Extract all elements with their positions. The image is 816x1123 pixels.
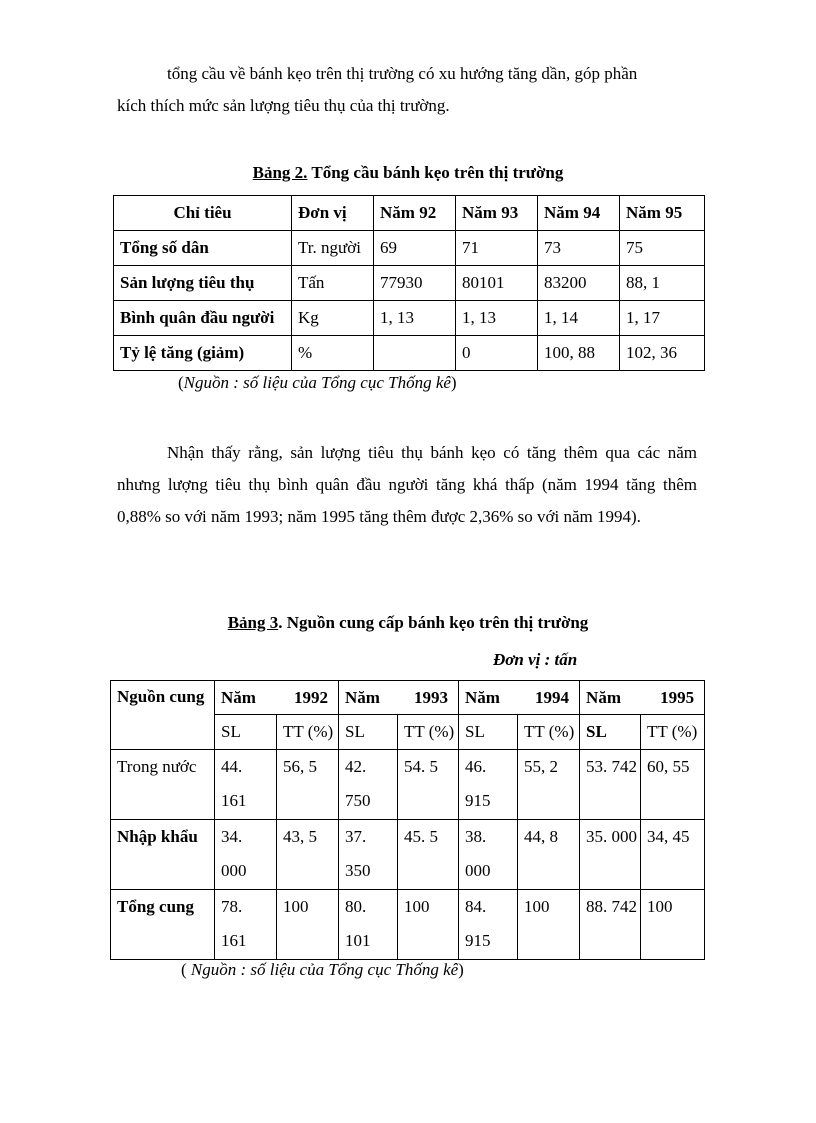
table2-caption-text: Tổng cầu bánh kẹo trên thị trường bbox=[307, 163, 564, 182]
table3-source bbox=[181, 960, 464, 980]
table3-caption-number: Bảng 3 bbox=[227, 613, 279, 632]
table3-cell: 42. 750 bbox=[339, 750, 398, 820]
table-row bbox=[111, 890, 705, 960]
table3-cell: 78. 161 bbox=[215, 890, 277, 960]
table3-year-header bbox=[339, 681, 459, 715]
table3-col-header: Nguồn cung bbox=[111, 681, 215, 750]
table2-cell: 1, 13 bbox=[456, 301, 538, 336]
table3-subheader: TT (%) bbox=[277, 715, 339, 750]
table-row bbox=[114, 231, 705, 266]
table3-header-row bbox=[111, 681, 705, 715]
table2-header-cell: Năm 94 bbox=[538, 196, 620, 231]
table3-caption bbox=[0, 613, 816, 633]
intro-paragraph bbox=[117, 58, 697, 122]
year-value: 1994 bbox=[535, 687, 570, 707]
table2-cell: 100, 88 bbox=[538, 336, 620, 371]
year-value: 1995 bbox=[660, 687, 695, 707]
table3-subheader: SL bbox=[339, 715, 398, 750]
table3-cell: 100 bbox=[518, 890, 580, 960]
table-row bbox=[114, 336, 705, 371]
table3-cell: 44. 161 bbox=[215, 750, 277, 820]
year-label: Năm bbox=[465, 687, 500, 707]
table3-cell: 88. 742 bbox=[580, 890, 641, 960]
table2-cell: 1, 17 bbox=[620, 301, 705, 336]
table2-cell: 75 bbox=[620, 231, 705, 266]
table3-subheader: SL bbox=[215, 715, 277, 750]
table3-cell: 35. 000 bbox=[580, 820, 641, 890]
table2-cell: 1, 14 bbox=[538, 301, 620, 336]
year-label: Năm bbox=[345, 687, 380, 707]
table2-cell: 102, 36 bbox=[620, 336, 705, 371]
table3-cell: 45. 5 bbox=[398, 820, 459, 890]
year-value: 1992 bbox=[294, 687, 329, 707]
table3-cell: 55, 2 bbox=[518, 750, 580, 820]
table3-unit: Đơn vị : tấn bbox=[493, 650, 578, 669]
table2-cell: 1, 13 bbox=[374, 301, 456, 336]
table3-cell: 43, 5 bbox=[277, 820, 339, 890]
table2-caption bbox=[0, 163, 816, 183]
body-paragraph bbox=[117, 437, 697, 533]
table3-cell: 56, 5 bbox=[277, 750, 339, 820]
table2-header-cell: Năm 93 bbox=[456, 196, 538, 231]
table3-cell: 46. 915 bbox=[459, 750, 518, 820]
table3-row-label: Trong nước bbox=[111, 750, 215, 820]
table3-source-text: Nguồn : số liệu của Tổng cục Thống kê bbox=[190, 960, 459, 979]
table3-source-close: ) bbox=[458, 960, 464, 979]
table2-cell: Tấn bbox=[292, 266, 374, 301]
table3-cell: 100 bbox=[641, 890, 705, 960]
table3-row-label: Tổng cung bbox=[111, 890, 215, 960]
table2-header-cell: Chỉ tiêu bbox=[114, 196, 292, 231]
table2-cell bbox=[374, 336, 456, 371]
table3-cell: 100 bbox=[277, 890, 339, 960]
table2-header-row bbox=[114, 196, 705, 231]
table3-cell: 34, 45 bbox=[641, 820, 705, 890]
table3-cell: 54. 5 bbox=[398, 750, 459, 820]
table3-subheader: SL bbox=[459, 715, 518, 750]
table3-cell: 100 bbox=[398, 890, 459, 960]
table3-cell: 84. 915 bbox=[459, 890, 518, 960]
table3-cell: 53. 742 bbox=[580, 750, 641, 820]
table3-row-label: Nhập khẩu bbox=[111, 820, 215, 890]
table2-cell: % bbox=[292, 336, 374, 371]
table2-header-cell: Đơn vị bbox=[292, 196, 374, 231]
table2-row-label: Tỷ lệ tăng (giảm) bbox=[114, 336, 292, 371]
table3-subheader: TT (%) bbox=[398, 715, 459, 750]
table2-cell: 0 bbox=[456, 336, 538, 371]
table-row bbox=[111, 820, 705, 890]
table3 bbox=[110, 680, 705, 960]
table2-row-label: Bình quân đầu người bbox=[114, 301, 292, 336]
table3-cell: 34. 000 bbox=[215, 820, 277, 890]
table3-year-header bbox=[215, 681, 339, 715]
table2-source-text: Nguồn : số liệu của Tổng cục Thống kê bbox=[183, 373, 451, 392]
table3-cell: 60, 55 bbox=[641, 750, 705, 820]
table2-source-close: ) bbox=[450, 373, 457, 392]
table3-cell: 80. 101 bbox=[339, 890, 398, 960]
table3-caption-text: . Nguồn cung cấp bánh kẹo trên thị trường bbox=[278, 613, 589, 632]
intro-line-1: tổng cầu về bánh kẹo trên thị trường có xu hướng tăng dần, góp phần bbox=[167, 64, 638, 83]
table2-cell: 69 bbox=[374, 231, 456, 266]
table3-year-header bbox=[459, 681, 580, 715]
table2-header-cell: Năm 95 bbox=[620, 196, 705, 231]
table2-row-label: Tổng số dân bbox=[114, 231, 292, 266]
year-label: Năm bbox=[586, 687, 621, 707]
table3-cell: 44, 8 bbox=[518, 820, 580, 890]
table2-cell: Tr. người bbox=[292, 231, 374, 266]
table3-source-open: ( bbox=[181, 960, 191, 979]
table3-year-header bbox=[580, 681, 705, 715]
year-value: 1993 bbox=[414, 687, 449, 707]
table2-cell: 71 bbox=[456, 231, 538, 266]
intro-line-2: kích thích mức sản lượng tiêu thụ của thị trường. bbox=[117, 96, 450, 115]
table-row bbox=[114, 266, 705, 301]
table2-cell: 88, 1 bbox=[620, 266, 705, 301]
table3-subheader: SL bbox=[580, 715, 641, 750]
table2 bbox=[113, 195, 705, 371]
table2-cell: 73 bbox=[538, 231, 620, 266]
table3-cell: 37. 350 bbox=[339, 820, 398, 890]
paragraph-text: Nhận thấy rằng, sản lượng tiêu thụ bánh kẹo có tăng thêm qua các năm nhưng lượng tiêu thụ bình quân đầu người tăng khá thấp (năm 1994 tăng thêm 0,88% so với năm 1993; năm 1995 tăng thêm được 2,36% so với năm 1994). bbox=[117, 443, 697, 526]
table2-cell: Kg bbox=[292, 301, 374, 336]
table-row bbox=[111, 750, 705, 820]
table2-source bbox=[178, 373, 457, 393]
table2-source-open: ( bbox=[178, 373, 184, 392]
table2-caption-number: Bảng 2. bbox=[252, 163, 308, 182]
table-row bbox=[114, 301, 705, 336]
table2-row-label: Sản lượng tiêu thụ bbox=[114, 266, 292, 301]
year-label: Năm bbox=[221, 687, 256, 707]
table2-header-cell: Năm 92 bbox=[374, 196, 456, 231]
table3-subheader: TT (%) bbox=[518, 715, 580, 750]
table3-subheader: TT (%) bbox=[641, 715, 705, 750]
table2-cell: 83200 bbox=[538, 266, 620, 301]
table2-cell: 77930 bbox=[374, 266, 456, 301]
table3-cell: 38. 000 bbox=[459, 820, 518, 890]
table2-cell: 80101 bbox=[456, 266, 538, 301]
